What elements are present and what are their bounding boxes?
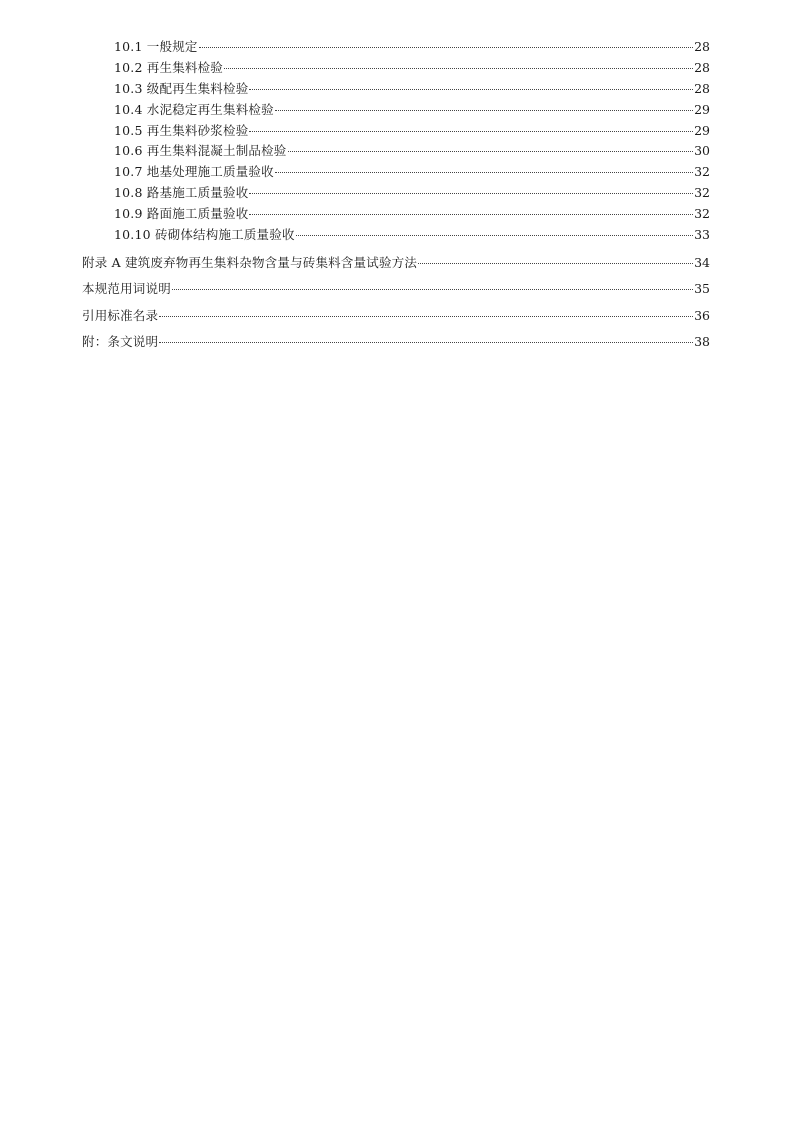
toc-entry-terms-explanation[interactable] bbox=[0, 276, 793, 301]
toc-entry-page: 38 bbox=[694, 334, 710, 350]
toc-dot-leader bbox=[418, 263, 693, 264]
toc-entry-10-4[interactable] bbox=[0, 100, 793, 121]
toc-entry-page: 32 bbox=[694, 206, 710, 222]
toc-dot-leader bbox=[275, 172, 693, 173]
toc-entry-page: 32 bbox=[694, 185, 710, 201]
toc-entry-10-10[interactable] bbox=[0, 225, 793, 246]
toc-entry-10-6[interactable] bbox=[0, 141, 793, 162]
toc-entry-page: 36 bbox=[694, 307, 710, 323]
toc-entry-page: 29 bbox=[694, 122, 710, 138]
toc-entry-label: 10.8 路基施工质量验收 bbox=[114, 185, 249, 201]
toc-entry-page: 28 bbox=[694, 59, 710, 75]
toc-dot-leader bbox=[249, 89, 693, 90]
toc-entry-page: 28 bbox=[694, 39, 710, 54]
toc-entry-label: 10.6 再生集料混凝土制品检验 bbox=[114, 143, 287, 159]
toc-dot-leader bbox=[288, 151, 694, 152]
toc-entry-page: 28 bbox=[694, 80, 710, 96]
toc-dot-leader bbox=[249, 131, 693, 132]
toc-dot-leader bbox=[159, 316, 693, 317]
toc-entry-label: 10.3 级配再生集料检验 bbox=[114, 80, 249, 96]
toc-entry-page: 30 bbox=[694, 143, 710, 159]
toc-dot-leader bbox=[296, 235, 693, 236]
toc-entry-page: 32 bbox=[694, 164, 710, 180]
toc-entry-page: 34 bbox=[694, 254, 710, 270]
toc-entry-label: 10.10 砖砌体结构施工质量验收 bbox=[114, 227, 295, 243]
toc-dot-leader bbox=[159, 342, 693, 343]
toc-dot-leader bbox=[224, 68, 693, 69]
toc-dot-leader bbox=[275, 110, 693, 111]
toc-entry-label: 10.4 水泥稳定再生集料检验 bbox=[114, 101, 274, 117]
toc-entry-10-2[interactable] bbox=[0, 58, 793, 79]
toc-entry-10-8[interactable] bbox=[0, 183, 793, 204]
toc-entry-10-5[interactable] bbox=[0, 121, 793, 142]
toc-entry-label: 10.5 再生集料砂浆检验 bbox=[114, 122, 249, 138]
toc-dot-leader bbox=[199, 47, 693, 48]
toc-entry-page: 33 bbox=[694, 227, 710, 243]
toc-entry-label: 10.7 地基处理施工质量验收 bbox=[114, 164, 274, 180]
toc-entry-label: 本规范用词说明 bbox=[82, 281, 171, 297]
toc-dot-leader bbox=[249, 193, 693, 194]
toc-entry-label: 10.1 一般规定 bbox=[114, 39, 198, 54]
toc-dot-leader bbox=[172, 289, 693, 290]
toc-entry-label: 引用标准名录 bbox=[82, 307, 159, 323]
table-of-contents bbox=[0, 37, 793, 354]
toc-entry-appendix-a[interactable] bbox=[0, 250, 793, 275]
toc-dot-leader bbox=[249, 214, 693, 215]
toc-entry-10-9[interactable] bbox=[0, 204, 793, 225]
toc-entry-10-1[interactable] bbox=[0, 37, 793, 58]
toc-entry-label: 附：条文说明 bbox=[82, 334, 159, 350]
toc-entry-10-7[interactable] bbox=[0, 162, 793, 183]
toc-entry-label: 10.2 再生集料检验 bbox=[114, 59, 224, 75]
toc-entry-page: 29 bbox=[694, 101, 710, 117]
toc-entry-clause-explanation[interactable] bbox=[0, 329, 793, 354]
toc-entry-label: 附录 A 建筑废弃物再生集料杂物含量与砖集料含量试验方法 bbox=[82, 254, 418, 270]
toc-entry-10-3[interactable] bbox=[0, 79, 793, 100]
toc-entry-label: 10.9 路面施工质量验收 bbox=[114, 206, 249, 222]
toc-entry-referenced-standards[interactable] bbox=[0, 303, 793, 328]
toc-entry-page: 35 bbox=[694, 281, 710, 297]
